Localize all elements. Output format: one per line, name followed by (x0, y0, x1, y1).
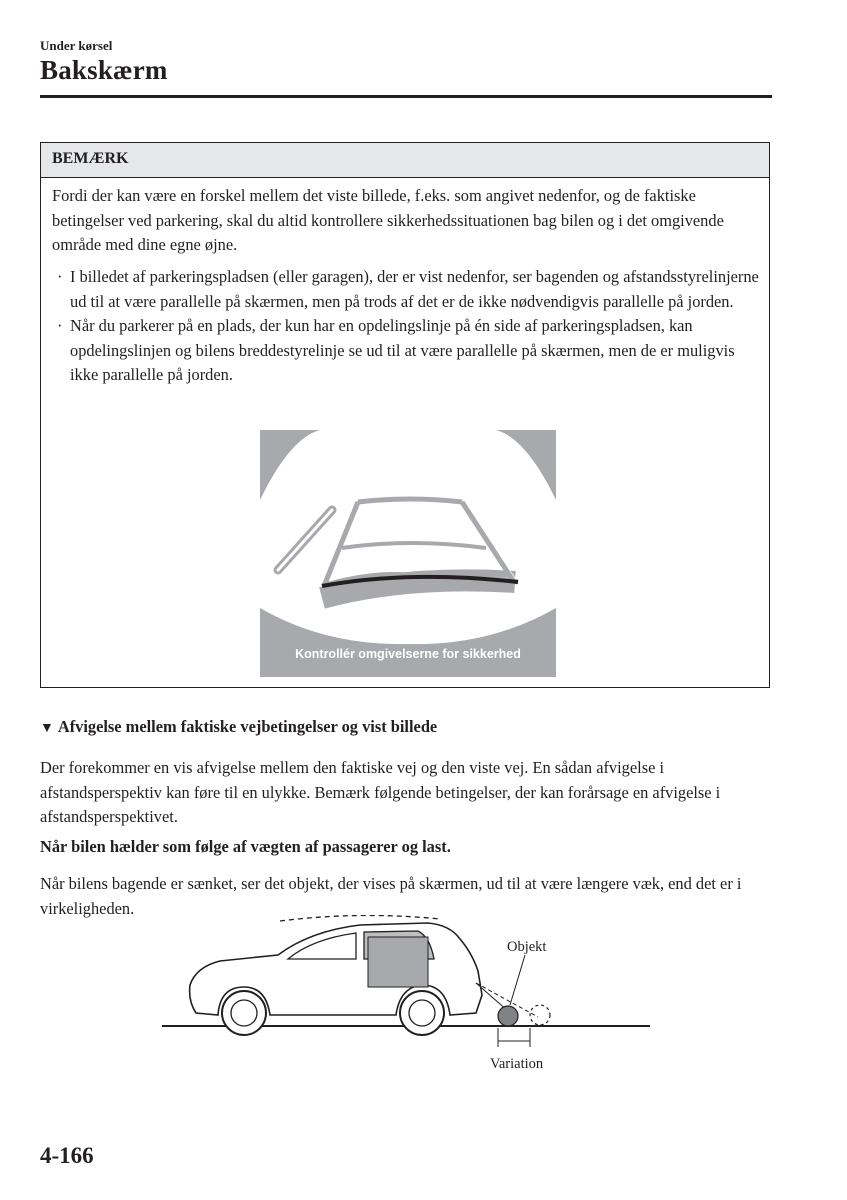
page-title: Bakskærm (40, 55, 168, 85)
page-number: 4-166 (40, 1143, 94, 1168)
object-label: Objekt (507, 939, 547, 955)
rear-hub (409, 1000, 435, 1026)
section-label: Under kørsel (40, 38, 113, 53)
condition-heading: Når bilen hælder som følge af vægten af passagerer og last. (40, 837, 451, 856)
note-bullet-text: Når du parkerer på en plads, der kun har en opdelingslinje på én side af parkeringspladsen, kan opdelingslinjen og bilens breddestyrelinje se ud til at være parallelle på skærmen, men de er muligvis ikke parallelle på jorden. (70, 316, 735, 384)
note-heading: BEMÆRK (41, 143, 769, 178)
section-heading-text: Afvigelse mellem faktiske vejbetingelser og vist billede (57, 717, 438, 736)
cargo-load (368, 937, 428, 987)
car-tilt-graphic (160, 915, 655, 1080)
section-marker: ▼ (40, 721, 54, 736)
camera-caption: Kontrollér omgivelserne for sikkerhed (295, 647, 521, 661)
section-paragraph: Der forekommer en vis afvigelse mellem den faktiske vej og den viste vej. En sådan afvigelse i afstandsperspektiv kan føre til en ulykke. Bemærk følgende betingelser, der kan forårsage en afvigelse i afstandsperspektivet. (40, 758, 721, 826)
note-bullet-text: I billedet af parkeringspladsen (eller garagen), der er vist nedenfor, ser bagenden og afstandsstyrelinjerne ud til at være parallelle på skærmen, men på trods af det er de ikke nødvendigvis parallelle på jorden. (70, 267, 759, 311)
object-apparent (530, 1005, 550, 1025)
note-bullet-item (52, 265, 764, 314)
bullet-dot: · (57, 316, 63, 335)
camera-view-graphic (260, 430, 556, 677)
front-hub (231, 1000, 257, 1026)
camera-view-illustration (260, 430, 556, 677)
car-tilt-illustration (160, 915, 655, 1080)
object-actual (498, 1006, 518, 1026)
variation-label: Variation (490, 1056, 544, 1072)
note-bullet-list (52, 265, 764, 388)
title-rule (40, 95, 772, 98)
note-intro: Fordi der kan være en forskel mellem det viste billede, f.eks. som angivet nedenfor, og de faktiske betingelser ved parkering, skal du altid kontrollere sikkerhedssituationen bag bilen og i det omgivende område med dine egne øjne. (52, 186, 724, 254)
note-box (40, 142, 770, 688)
note-bullet-item (52, 314, 764, 388)
condition-text: Når bilens bagende er sænket, ser det objekt, der vises på skærmen, ud til at være længere væk, end det er i virkeligheden. (40, 874, 742, 918)
bullet-dot: · (57, 267, 63, 286)
section-heading (40, 717, 437, 737)
object-leader-line (510, 955, 525, 1005)
original-roof-line (280, 915, 440, 921)
